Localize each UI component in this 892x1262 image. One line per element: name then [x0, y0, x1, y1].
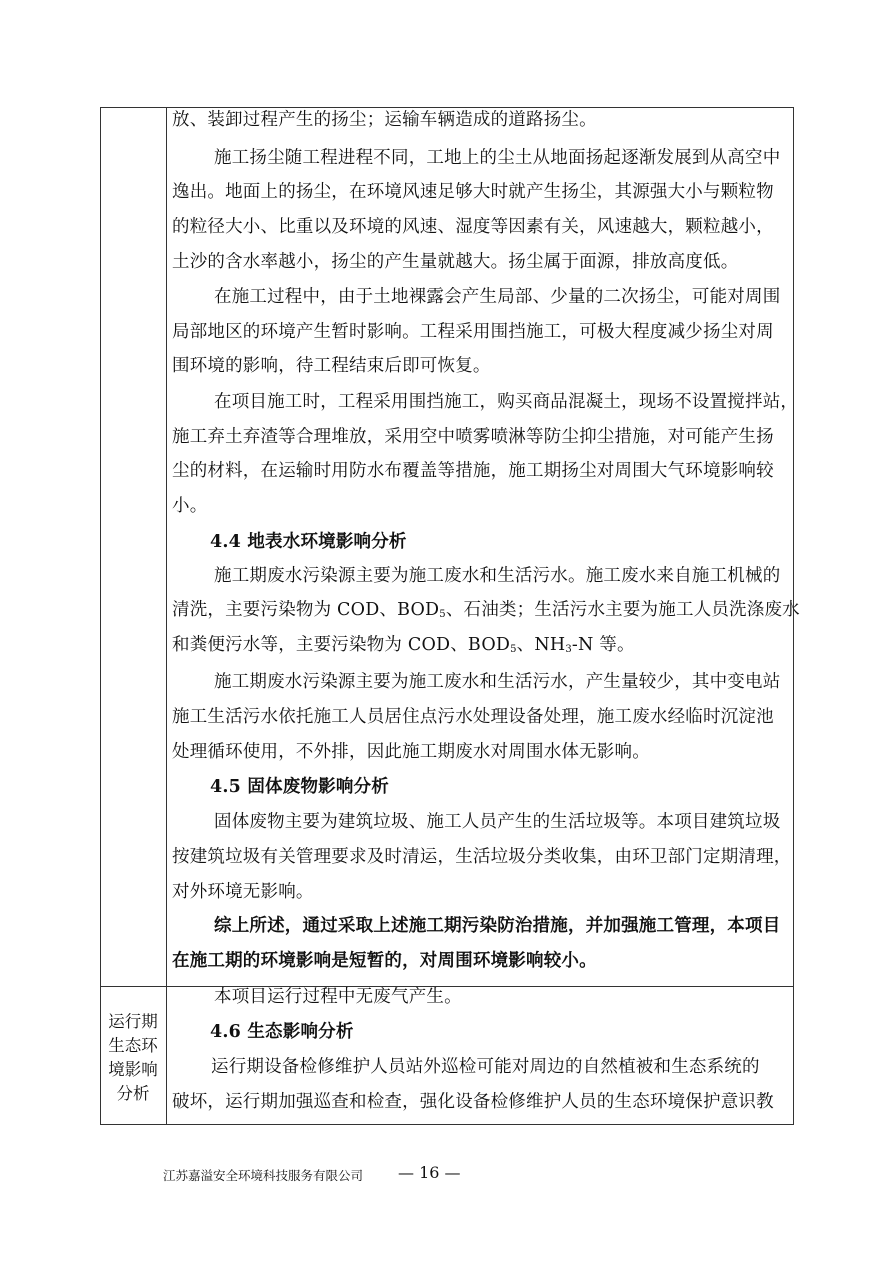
text-line: 施工期废水污染源主要为施工废水和生活污水，产生量较少，其中变电站: [214, 672, 781, 692]
text-line: 围环境的影响，待工程结束后即可恢复。: [172, 356, 491, 376]
text-line: 破坏，运行期加强巡查和检查，强化设备检修维护人员的生态环境保护意识教: [172, 1092, 774, 1112]
side-label-line: 分析: [116, 1084, 150, 1103]
text-line: 固体废物主要为建筑垃圾、施工人员产生的生活垃圾等。本项目建筑垃圾: [214, 812, 781, 832]
text-line: 土沙的含水率越小，扬尘的产生量就越大。扬尘属于面源，排放高度低。: [172, 252, 739, 272]
footer-company: 江苏嘉溢安全环境科技服务有限公司: [163, 1168, 364, 1183]
column-divider: [166, 107, 167, 1125]
text-line: 在项目施工时，工程采用围挡施工，购买商品混凝土，现场不设置搅拌站，: [214, 392, 799, 412]
section-heading-4-6: 4.6 生态影响分析: [210, 1022, 354, 1042]
text-line: 在施工过程中，由于土地裸露会产生局部、少量的二次扬尘，可能对周围: [214, 287, 781, 307]
text-line: 施工期废水污染源主要为施工废水和生活污水。施工废水来自施工机械的: [214, 566, 781, 586]
text-line: 运行期设备检修维护人员站外巡检可能对周边的自然植被和生态系统的: [211, 1057, 760, 1077]
text-line: 施工扬尘随工程进程不同，工地上的尘土从地面扬起逐渐发展到从高空中: [214, 148, 781, 168]
text-line: 放、装卸过程产生的扬尘；运输车辆造成的道路扬尘。: [172, 110, 597, 130]
text-line: 局部地区的环境产生暂时影响。工程采用围挡施工，可极大程度减少扬尘对周: [172, 322, 774, 342]
summary-line: 在施工期的环境影响是短暂的，对周围环境影响较小。: [172, 951, 597, 971]
text-line: 对外环境无影响。: [172, 882, 314, 902]
section-heading-4-4: 4.4 地表水环境影响分析: [210, 532, 407, 552]
page-number: — 16 —: [398, 1163, 461, 1182]
text-line: 本项目运行过程中无废气产生。: [214, 987, 462, 1007]
text-line-with-formula: 和粪便污水等，主要污染物为 COD、$BOD_5$、$NH_3-N$ 等。: [172, 635, 635, 655]
text-line: 施工生活污水依托施工人员居住点污水处理设备处理，施工废水经临时沉淀池: [172, 707, 774, 727]
text-line: 施工弃土弃渣等合理堆放，采用空中喷雾喷淋等防尘抑尘措施，对可能产生扬: [172, 427, 774, 447]
text-line-with-formula: 清洗，主要污染物为 COD、$BOD_5$、石油类；生活污水主要为施工人员洗涤废水: [172, 600, 800, 620]
side-label-line: 生态环: [108, 1036, 158, 1055]
side-label-line: 运行期: [108, 1012, 158, 1031]
text-line: 按建筑垃圾有关管理要求及时清运，生活垃圾分类收集，由环卫部门定期清理，: [172, 847, 792, 867]
text-line: 尘的材料，在运输时用防水布覆盖等措施，施工期扬尘对周围大气环境影响较: [172, 461, 774, 481]
text-line: 的粒径大小、比重以及环境的风速、湿度等因素有关，风速越大，颗粒越小，: [172, 217, 774, 237]
summary-line: 综上所述，通过采取上述施工期污染防治措施，并加强施工管理，本项目: [214, 916, 781, 936]
text-line: 逸出。地面上的扬尘，在环境风速足够大时就产生扬尘，其源强大小与颗粒物: [172, 182, 774, 202]
side-label-line: 境影响: [108, 1060, 158, 1079]
text-line: 处理循环使用，不外排，因此施工期废水对周围水体无影响。: [172, 742, 650, 762]
section-heading-4-5: 4.5 固体废物影响分析: [210, 777, 389, 797]
text-line: 小。: [172, 496, 208, 516]
